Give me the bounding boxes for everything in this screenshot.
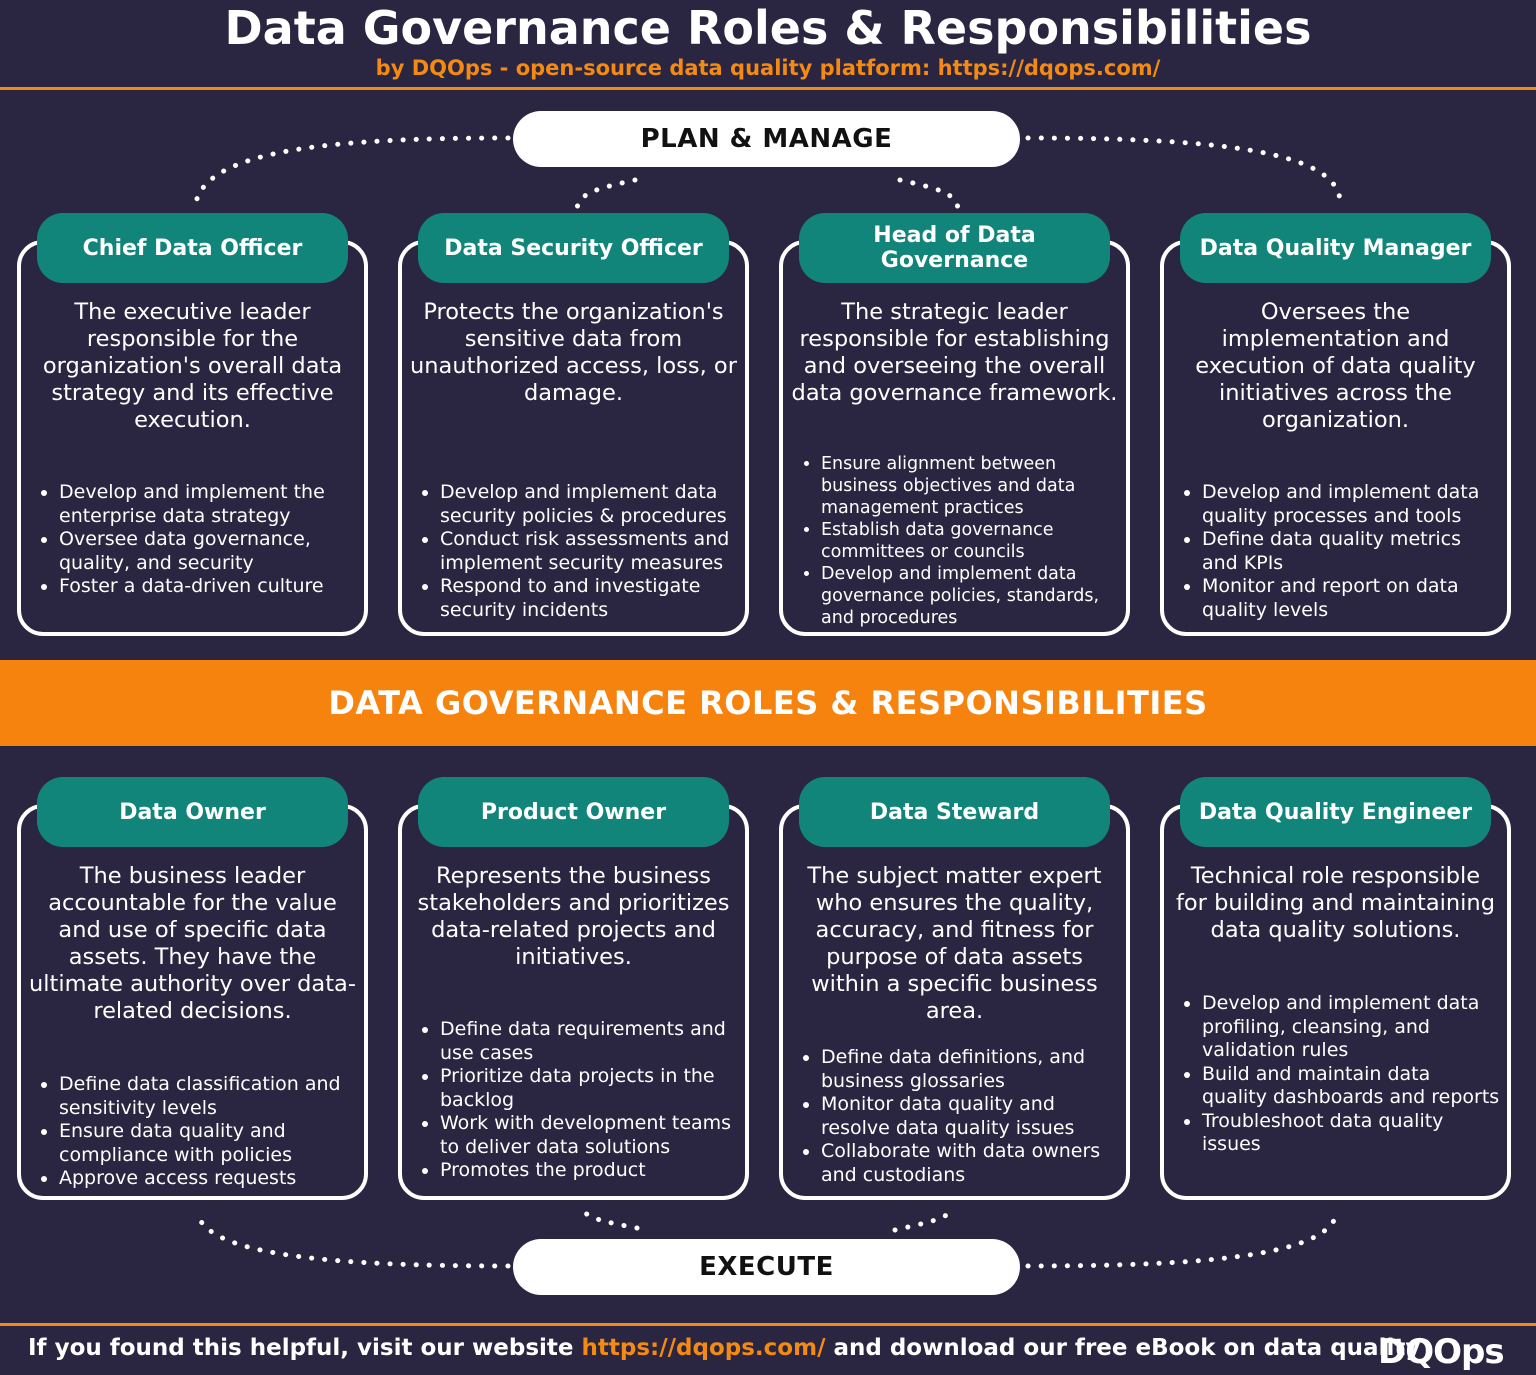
list-item: • Work with development teams to deliver data solutions: [440, 1112, 739, 1159]
role-title: Data Steward: [799, 777, 1110, 847]
bottom-divider: [0, 1323, 1536, 1326]
connector-plan-right-outer: [1028, 138, 1340, 200]
role-title: Chief Data Officer: [37, 213, 348, 283]
subtitle-text: by DQOps - open-source data quality platform:: [375, 56, 938, 80]
role-responsibilities: [1180, 481, 1501, 622]
role-title: Data Quality Engineer: [1180, 777, 1491, 847]
list-item: • Troubleshoot data quality issues: [1202, 1110, 1501, 1157]
list-item: • Define data quality metrics and KPIs: [1202, 528, 1501, 575]
list-item: • Define data requirements and use cases: [440, 1018, 739, 1065]
connector-exec-left-outer: [197, 1212, 508, 1266]
list-item: • Develop and implement data security policies & procedures: [440, 481, 739, 528]
role-card-chief-data-officer: [17, 235, 368, 636]
connector-exec-right-outer: [1028, 1212, 1337, 1266]
list-item: • Define data definitions, and business glossaries: [821, 1046, 1120, 1093]
list-item: • Promotes the product: [440, 1159, 739, 1183]
list-item: • Build and maintain data quality dashboards and reports: [1202, 1063, 1501, 1110]
connector-exec-left-inner: [582, 1208, 637, 1228]
footer-suffix: and download our free eBook on data quality: [825, 1335, 1421, 1361]
execute-pill: EXECUTE: [513, 1239, 1020, 1295]
role-card-data-steward: [779, 799, 1130, 1200]
role-card-data-security-officer: [398, 235, 749, 636]
role-responsibilities: [799, 453, 1120, 629]
list-item: • Ensure data quality and compliance with policies: [59, 1120, 358, 1167]
list-item: • Collaborate with data owners and custodians: [821, 1140, 1120, 1187]
list-item: • Develop and implement data profiling, cleansing, and validation rules: [1202, 992, 1501, 1063]
page-subtitle: [0, 56, 1536, 80]
role-card-data-quality-engineer: [1160, 799, 1511, 1200]
role-description: Oversees the implementation and execution of data quality initiatives across the organization.: [1195, 299, 1476, 433]
role-responsibilities: [799, 1046, 1120, 1187]
list-item: • Develop and implement data quality processes and tools: [1202, 481, 1501, 528]
role-description: Protects the organization's sensitive data from unauthorized access, loss, or damage.: [410, 299, 737, 406]
list-item: • Conduct risk assessments and implement security measures: [440, 528, 739, 575]
list-item: • Prioritize data projects in the backlog: [440, 1065, 739, 1112]
footer-prefix: If you found this helpful, visit our website: [28, 1335, 582, 1361]
role-description: The strategic leader responsible for establishing and overseeing the overall data governance framework.: [791, 299, 1118, 406]
top-divider: [0, 87, 1536, 90]
role-title: Data Owner: [37, 777, 348, 847]
role-title: Head of Data Governance: [799, 213, 1110, 283]
role-description: Represents the business stakeholders and prioritizes data-related projects and initiatives.: [417, 863, 730, 970]
role-description: The executive leader responsible for the organization's overall data strategy and its effective execution.: [42, 299, 343, 433]
page-title: Data Governance Roles & Responsibilities: [224, 1, 1312, 55]
list-item: • Oversee data governance, quality, and security: [59, 528, 358, 575]
role-title: Product Owner: [418, 777, 729, 847]
role-description: The subject matter expert who ensures the quality, accuracy, and fitness for purpose of data assets within a specific business area.: [807, 863, 1102, 1024]
connector-plan-left-inner: [577, 180, 635, 208]
role-responsibilities: [37, 1073, 358, 1191]
list-item: • Monitor data quality and resolve data quality issues: [821, 1093, 1120, 1140]
footer-link[interactable]: https://dqops.com/: [581, 1335, 826, 1361]
list-item: • Respond to and investigate security incidents: [440, 575, 739, 622]
list-item: • Define data classification and sensitivity levels: [59, 1073, 358, 1120]
list-item: • Monitor and report on data quality levels: [1202, 575, 1501, 622]
subtitle-link[interactable]: https://dqops.com/: [937, 56, 1161, 80]
plan-manage-pill: PLAN & MANAGE: [513, 111, 1020, 167]
section-banner: DATA GOVERNANCE ROLES & RESPONSIBILITIES: [0, 660, 1536, 746]
list-item: • Ensure alignment between business objectives and data management practices: [821, 453, 1120, 519]
role-card-product-owner: [398, 799, 749, 1200]
role-title: Data Security Officer: [418, 213, 729, 283]
role-responsibilities: [37, 481, 358, 599]
role-responsibilities: [418, 481, 739, 622]
role-responsibilities: [1180, 992, 1501, 1157]
dqops-logo: DQOps: [1378, 1332, 1504, 1372]
role-title: Data Quality Manager: [1180, 213, 1491, 283]
role-description: The business leader accountable for the value and use of specific data assets. They have the ultimate authority over data-related decisions.: [29, 863, 356, 1024]
role-card-data-quality-manager: [1160, 235, 1511, 636]
connector-plan-left-outer: [195, 138, 508, 208]
list-item: • Approve access requests: [59, 1167, 358, 1191]
role-card-data-owner: [17, 799, 368, 1200]
connector-plan-right-inner: [900, 180, 958, 208]
connector-exec-right-inner: [895, 1208, 952, 1230]
list-item: • Develop and implement data governance policies, standards, and procedures: [821, 563, 1120, 629]
footer-text: [28, 1335, 1420, 1361]
role-description: Technical role responsible for building and maintaining data quality solutions.: [1176, 863, 1495, 943]
role-card-head-of-data-governance: [779, 223, 1130, 636]
list-item: • Establish data governance committees or councils: [821, 519, 1120, 563]
list-item: • Foster a data-driven culture: [59, 575, 358, 599]
list-item: • Develop and implement the enterprise data strategy: [59, 481, 358, 528]
role-responsibilities: [418, 1018, 739, 1183]
